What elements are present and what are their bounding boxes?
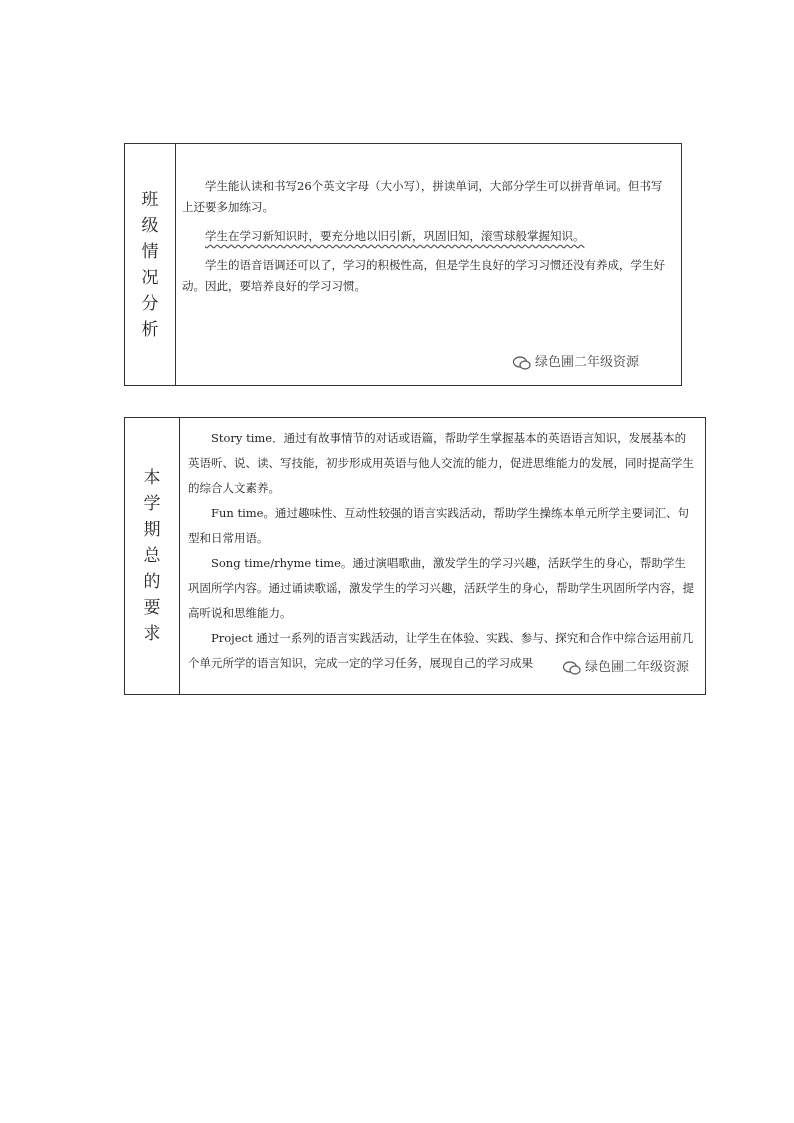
- paragraph: Fun time。通过趣味性、互动性较强的语言实践活动，帮助学生操练本单元所学主要词汇、句型和日常用语。: [188, 506, 689, 545]
- label-char: 析: [141, 319, 159, 340]
- label-char: 本: [143, 468, 161, 488]
- semester-requirements-table: [124, 417, 706, 695]
- label-char: 况: [141, 267, 159, 288]
- label-char: 情: [141, 241, 159, 262]
- semester-requirements-label: [125, 418, 180, 695]
- label-char: 分: [141, 293, 159, 314]
- label-char: 求: [143, 624, 161, 644]
- wechat-icon: [562, 661, 582, 675]
- watermark: [562, 655, 689, 680]
- class-analysis-content: [176, 144, 682, 386]
- paragraph: 学生能认读和书写26个英文字母（大小写），拼读单词，大部分学生可以拼背单词。但书写上还要多加练习。: [182, 179, 663, 214]
- label-char: 学: [143, 494, 161, 514]
- semester-requirements-content: [180, 418, 706, 695]
- paragraph: 学生的语音语调还可以了，学习的积极性高，但是学生良好的学习习惯还没有养成，学生好动。因此，要培养良好的学习习惯。: [182, 258, 665, 293]
- paragraph: Story time．通过有故事情节的对话或语篇，帮助学生掌握基本的英语语言知识，发展基本的英语听、说、读、写技能，初步形成用英语与他人交流的能力，促进思维能力的发展，同时提高学生的综合人文素养。: [188, 431, 694, 495]
- label-char: 要: [143, 598, 161, 618]
- paragraph-wavy-text: 学生在学习新知识时，要充分地以旧引新，巩固旧知，滚雪球般掌握知识。: [205, 229, 585, 243]
- label-char: 期: [143, 520, 161, 540]
- label-char: 级: [141, 215, 159, 236]
- wechat-icon: [512, 356, 532, 370]
- label-char: 总: [143, 546, 161, 566]
- class-analysis-label: [125, 144, 176, 386]
- class-analysis-table: [124, 143, 682, 386]
- watermark: [512, 352, 639, 373]
- paragraph: Project 通过一系列的语言实践活动，让学生在体验、实践、参与、探究和合作中综合运用前几个单元所学的语言知识，完成一定的学习任务，展现自己的学习成果: [188, 631, 694, 670]
- label-char: 的: [143, 572, 161, 592]
- paragraph: Song time/rhyme time。通过演唱歌曲，激发学生的学习兴趣，活跃学生的身心，帮助学生巩固所学内容。通过诵读歌谣，激发学生的学习兴趣，活跃学生的身心，帮助学生巩固所学内容，提高听说和思维能力。: [188, 556, 694, 620]
- paragraph: [182, 226, 673, 247]
- watermark-text: 绿色圃二年级资源: [584, 660, 689, 675]
- label-char: 班: [141, 189, 159, 210]
- watermark-text: 绿色圃二年级资源: [534, 355, 639, 370]
